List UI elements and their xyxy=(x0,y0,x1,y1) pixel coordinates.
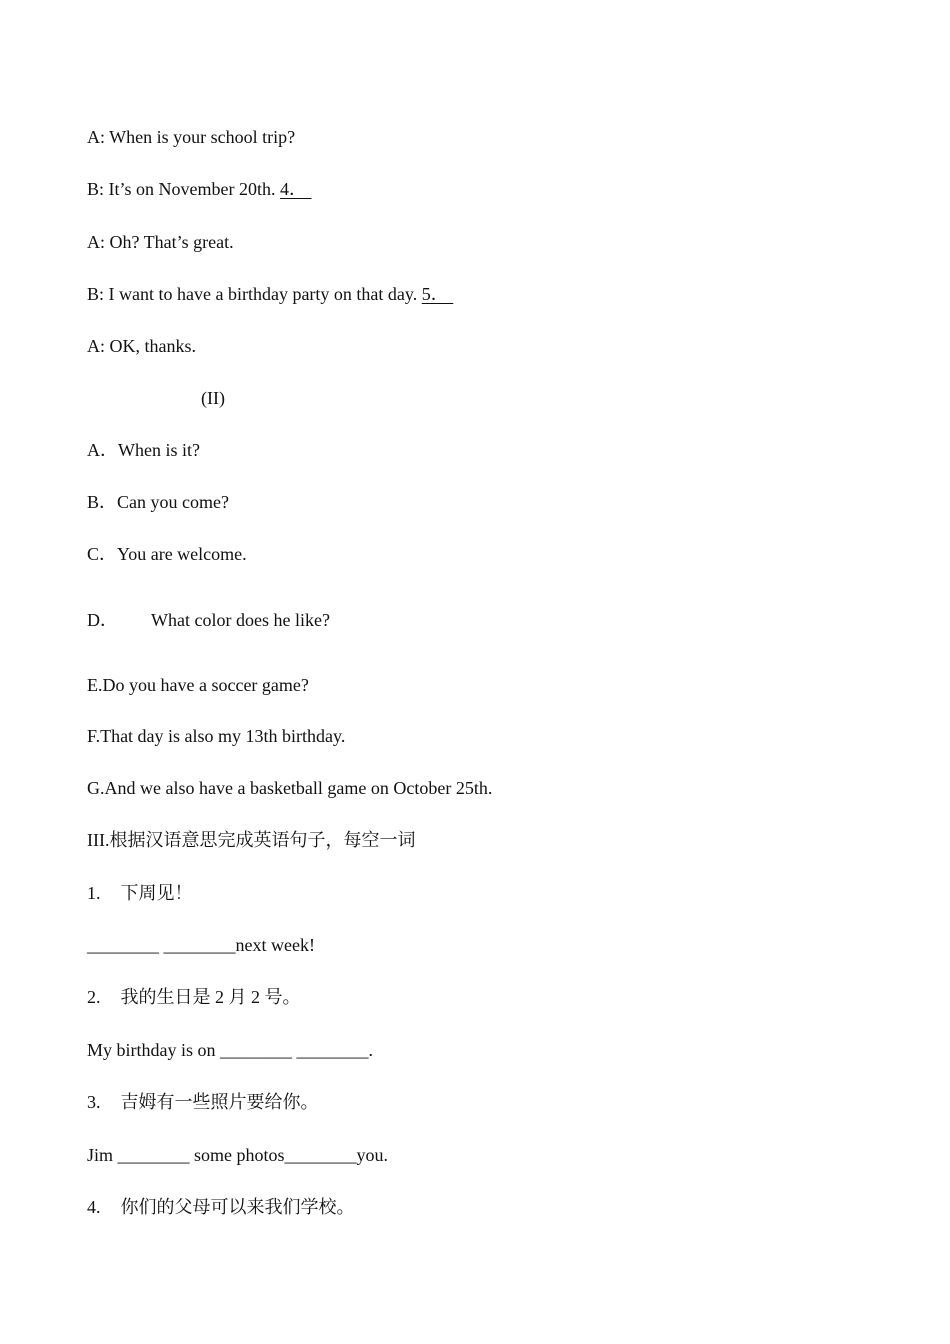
option-b-text: Can you come? xyxy=(117,492,229,512)
question-3-english: Jim ________ some photos________you. xyxy=(87,1145,389,1165)
option-c-label: C． xyxy=(87,544,118,564)
option-g: G.And we also have a basketball game on October 25th. xyxy=(87,778,493,798)
dialogue-line-2 xyxy=(87,177,311,201)
option-a-label: A． xyxy=(87,440,118,460)
question-2-english: My birthday is on ________ ________. xyxy=(87,1040,373,1060)
question-1-number: 1. xyxy=(87,883,101,903)
option-c xyxy=(87,542,247,566)
option-d-text: What color does he like? xyxy=(151,610,330,630)
dialogue-line-5: A: OK, thanks. xyxy=(87,336,196,356)
section-3-heading: III.根据汉语意思完成英语句子，每空一词 xyxy=(87,830,416,850)
question-3-chinese-text: 吉姆有一些照片要给你。 xyxy=(120,1092,319,1112)
option-c-text: You are welcome. xyxy=(117,544,247,564)
question-4-number: 4. xyxy=(87,1197,101,1217)
option-b xyxy=(87,490,229,514)
question-2-chinese xyxy=(87,985,301,1009)
option-f: F.That day is also my 13th birthday. xyxy=(87,726,346,746)
question-3-number: 3. xyxy=(87,1092,101,1112)
dialogue-line-4 xyxy=(87,282,453,306)
blank-5: 5． xyxy=(421,284,454,304)
section-2-heading: (II) xyxy=(201,388,225,408)
question-2-chinese-text: 我的生日是 2 月 2 号。 xyxy=(120,987,301,1007)
dialogue-line-2-text: B: It’s on November 20th. xyxy=(87,179,280,199)
question-4-chinese xyxy=(87,1195,355,1219)
question-1-english: ________ ________next week! xyxy=(87,935,315,955)
option-d-label: D． xyxy=(87,610,118,630)
blank-4: 4． xyxy=(279,179,312,199)
question-1-chinese-text: 下周见！ xyxy=(120,883,193,903)
question-2-number: 2. xyxy=(87,987,101,1007)
question-1-chinese xyxy=(87,881,193,905)
dialogue-line-1: A: When is your school trip? xyxy=(87,127,296,147)
option-e: E.Do you have a soccer game? xyxy=(87,675,309,695)
question-4-chinese-text: 你们的父母可以来我们学校。 xyxy=(120,1197,355,1217)
option-d xyxy=(87,608,330,632)
option-a-text: When is it? xyxy=(118,440,200,460)
question-3-chinese xyxy=(87,1090,319,1114)
option-a xyxy=(87,438,200,462)
dialogue-line-3: A: Oh? That’s great. xyxy=(87,232,234,252)
option-b-label: B． xyxy=(87,492,118,512)
dialogue-line-4-text: B: I want to have a birthday party on that day. xyxy=(87,284,422,304)
